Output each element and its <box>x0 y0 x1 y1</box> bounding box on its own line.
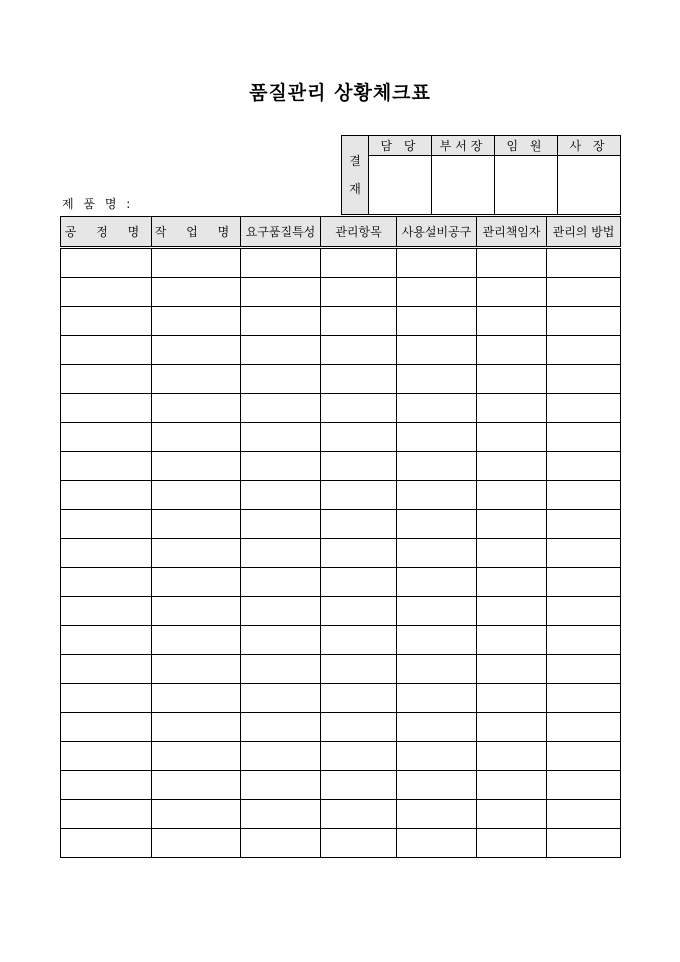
table-cell[interactable] <box>61 278 152 307</box>
table-cell[interactable] <box>477 626 547 655</box>
table-cell[interactable] <box>547 248 621 278</box>
table-cell[interactable] <box>547 452 621 481</box>
table-row <box>61 336 621 365</box>
table-row <box>61 568 621 597</box>
table-cell[interactable] <box>477 655 547 684</box>
table-cell[interactable] <box>61 684 152 713</box>
table-cell[interactable] <box>321 597 397 626</box>
table-cell[interactable] <box>547 800 621 829</box>
table-row <box>61 771 621 800</box>
table-cell[interactable] <box>152 713 241 742</box>
table-cell[interactable] <box>397 800 477 829</box>
table-cell[interactable] <box>152 307 241 336</box>
table-cell[interactable] <box>477 365 547 394</box>
table-cell[interactable] <box>477 394 547 423</box>
table-cell[interactable] <box>152 597 241 626</box>
table-cell[interactable] <box>241 510 321 539</box>
table-cell[interactable] <box>321 800 397 829</box>
table-cell[interactable] <box>397 829 477 858</box>
table-cell[interactable] <box>61 771 152 800</box>
table-row <box>61 452 621 481</box>
table-cell[interactable] <box>477 597 547 626</box>
table-cell[interactable] <box>477 278 547 307</box>
table-cell[interactable] <box>477 510 547 539</box>
table-cell[interactable] <box>547 336 621 365</box>
table-cell[interactable] <box>321 684 397 713</box>
table-row <box>61 742 621 771</box>
table-cell[interactable] <box>241 394 321 423</box>
table-cell[interactable] <box>397 597 477 626</box>
table-cell[interactable] <box>152 626 241 655</box>
table-cell[interactable] <box>477 713 547 742</box>
approval-signature-cell[interactable] <box>369 156 432 215</box>
approval-signature-cell[interactable] <box>495 156 558 215</box>
table-cell[interactable] <box>547 771 621 800</box>
approval-header-president: 사 장 <box>558 136 621 156</box>
table-cell[interactable] <box>477 423 547 452</box>
table-cell[interactable] <box>321 626 397 655</box>
table-cell[interactable] <box>397 510 477 539</box>
table-cell[interactable] <box>397 713 477 742</box>
table-cell[interactable] <box>241 684 321 713</box>
table-cell[interactable] <box>61 248 152 278</box>
table-row <box>61 713 621 742</box>
table-row <box>61 510 621 539</box>
table-row <box>61 481 621 510</box>
table-cell[interactable] <box>477 684 547 713</box>
table-cell[interactable] <box>152 423 241 452</box>
table-cell[interactable] <box>152 655 241 684</box>
approval-signature-cell[interactable] <box>432 156 495 215</box>
table-cell[interactable] <box>397 626 477 655</box>
table-cell[interactable] <box>477 481 547 510</box>
table-cell[interactable] <box>547 307 621 336</box>
table-cell[interactable] <box>547 423 621 452</box>
document-title: 품질관리 상황체크표 <box>249 82 431 104</box>
table-cell[interactable] <box>152 510 241 539</box>
table-cell[interactable] <box>321 307 397 336</box>
column-header-process: 공 정 명 <box>61 217 152 248</box>
table-cell[interactable] <box>152 278 241 307</box>
table-cell[interactable] <box>547 742 621 771</box>
table-row <box>61 655 621 684</box>
table-cell[interactable] <box>477 771 547 800</box>
table-cell[interactable] <box>547 539 621 568</box>
table-cell[interactable] <box>152 771 241 800</box>
table-cell[interactable] <box>547 510 621 539</box>
table-cell[interactable] <box>547 684 621 713</box>
approval-header-executive: 임 원 <box>495 136 558 156</box>
table-cell[interactable] <box>152 829 241 858</box>
table-cell[interactable] <box>61 452 152 481</box>
table-cell[interactable] <box>477 742 547 771</box>
table-cell[interactable] <box>477 336 547 365</box>
table-cell[interactable] <box>241 568 321 597</box>
approval-signature-cell[interactable] <box>558 156 621 215</box>
table-cell[interactable] <box>61 597 152 626</box>
column-header-responsible: 관리책임자 <box>477 217 547 248</box>
table-cell[interactable] <box>397 684 477 713</box>
table-cell[interactable] <box>241 452 321 481</box>
table-cell[interactable] <box>241 307 321 336</box>
table-cell[interactable] <box>241 336 321 365</box>
table-cell[interactable] <box>61 394 152 423</box>
table-cell[interactable] <box>321 742 397 771</box>
table-cell[interactable] <box>547 568 621 597</box>
checklist-table <box>60 216 621 858</box>
table-cell[interactable] <box>321 829 397 858</box>
table-cell[interactable] <box>61 336 152 365</box>
table-cell[interactable] <box>241 481 321 510</box>
table-cell[interactable] <box>477 539 547 568</box>
table-cell[interactable] <box>61 829 152 858</box>
table-row <box>61 829 621 858</box>
column-header-equipment: 사용설비공구 <box>397 217 477 248</box>
table-cell[interactable] <box>477 452 547 481</box>
table-cell[interactable] <box>321 539 397 568</box>
table-cell[interactable] <box>321 452 397 481</box>
table-cell[interactable] <box>241 713 321 742</box>
table-cell[interactable] <box>547 597 621 626</box>
table-cell[interactable] <box>397 248 477 278</box>
table-cell[interactable] <box>152 365 241 394</box>
table-cell[interactable] <box>397 481 477 510</box>
table-cell[interactable] <box>321 771 397 800</box>
table-cell[interactable] <box>152 568 241 597</box>
table-cell[interactable] <box>241 800 321 829</box>
table-cell[interactable] <box>547 655 621 684</box>
column-header-required-quality: 요구품질특성 <box>241 217 321 248</box>
table-cell[interactable] <box>241 248 321 278</box>
table-row <box>61 423 621 452</box>
table-cell[interactable] <box>241 742 321 771</box>
table-cell[interactable] <box>61 539 152 568</box>
table-cell[interactable] <box>241 829 321 858</box>
table-cell[interactable] <box>241 626 321 655</box>
table-cell[interactable] <box>61 423 152 452</box>
table-cell[interactable] <box>397 365 477 394</box>
table-cell[interactable] <box>397 394 477 423</box>
table-cell[interactable] <box>152 452 241 481</box>
table-cell[interactable] <box>241 423 321 452</box>
product-name-label: 제 품 명 : <box>62 197 134 211</box>
table-cell[interactable] <box>152 394 241 423</box>
table-cell[interactable] <box>547 626 621 655</box>
table-row <box>61 800 621 829</box>
table-row <box>61 394 621 423</box>
table-cell[interactable] <box>547 829 621 858</box>
table-cell[interactable] <box>321 655 397 684</box>
table-header-row <box>61 217 621 248</box>
table-cell[interactable] <box>397 278 477 307</box>
table-cell[interactable] <box>321 365 397 394</box>
table-cell[interactable] <box>477 568 547 597</box>
table-cell[interactable] <box>321 394 397 423</box>
table-cell[interactable] <box>241 278 321 307</box>
column-header-control-item: 관리항목 <box>321 217 397 248</box>
table-cell[interactable] <box>241 365 321 394</box>
table-cell[interactable] <box>61 510 152 539</box>
table-cell[interactable] <box>61 800 152 829</box>
table-cell[interactable] <box>61 626 152 655</box>
table-row <box>61 278 621 307</box>
table-cell[interactable] <box>321 278 397 307</box>
table-cell[interactable] <box>241 771 321 800</box>
table-cell[interactable] <box>321 481 397 510</box>
table-cell[interactable] <box>152 742 241 771</box>
approval-side-label <box>342 136 369 215</box>
table-cell[interactable] <box>61 742 152 771</box>
table-cell[interactable] <box>321 248 397 278</box>
table-cell[interactable] <box>477 307 547 336</box>
table-cell[interactable] <box>397 655 477 684</box>
table-cell[interactable] <box>152 800 241 829</box>
table-row <box>61 626 621 655</box>
table-row <box>61 248 621 278</box>
table-cell[interactable] <box>477 248 547 278</box>
table-cell[interactable] <box>152 336 241 365</box>
approval-side-char: 결 <box>349 154 361 168</box>
approval-header-staff: 담 당 <box>369 136 432 156</box>
table-cell[interactable] <box>397 452 477 481</box>
table-cell[interactable] <box>321 423 397 452</box>
table-cell[interactable] <box>397 336 477 365</box>
table-cell[interactable] <box>397 307 477 336</box>
table-cell[interactable] <box>397 423 477 452</box>
table-cell[interactable] <box>152 684 241 713</box>
approval-box <box>341 135 621 215</box>
table-cell[interactable] <box>547 481 621 510</box>
table-cell[interactable] <box>547 394 621 423</box>
table-row <box>61 597 621 626</box>
column-header-method: 관리의 방법 <box>547 217 621 248</box>
table-cell[interactable] <box>241 539 321 568</box>
table-cell[interactable] <box>321 510 397 539</box>
table-cell[interactable] <box>547 713 621 742</box>
table-cell[interactable] <box>321 713 397 742</box>
table-cell[interactable] <box>547 365 621 394</box>
table-cell[interactable] <box>397 771 477 800</box>
table-cell[interactable] <box>152 481 241 510</box>
table-cell[interactable] <box>61 307 152 336</box>
table-row <box>61 539 621 568</box>
table-cell[interactable] <box>477 829 547 858</box>
table-row <box>61 307 621 336</box>
table-cell[interactable] <box>61 365 152 394</box>
table-row <box>61 684 621 713</box>
table-cell[interactable] <box>61 568 152 597</box>
table-cell[interactable] <box>477 800 547 829</box>
table-cell[interactable] <box>241 655 321 684</box>
table-cell[interactable] <box>152 539 241 568</box>
table-cell[interactable] <box>61 713 152 742</box>
table-body <box>61 248 621 858</box>
column-header-task: 작 업 명 <box>152 217 241 248</box>
table-cell[interactable] <box>61 481 152 510</box>
table-cell[interactable] <box>547 278 621 307</box>
table-cell[interactable] <box>321 336 397 365</box>
table-cell[interactable] <box>321 568 397 597</box>
approval-side-char: 재 <box>349 182 361 196</box>
table-row <box>61 365 621 394</box>
table-cell[interactable] <box>397 742 477 771</box>
table-cell[interactable] <box>152 248 241 278</box>
table-cell[interactable] <box>397 539 477 568</box>
table-cell[interactable] <box>241 597 321 626</box>
table-cell[interactable] <box>61 655 152 684</box>
table-cell[interactable] <box>397 568 477 597</box>
approval-header-dept-head: 부서장 <box>432 136 495 156</box>
